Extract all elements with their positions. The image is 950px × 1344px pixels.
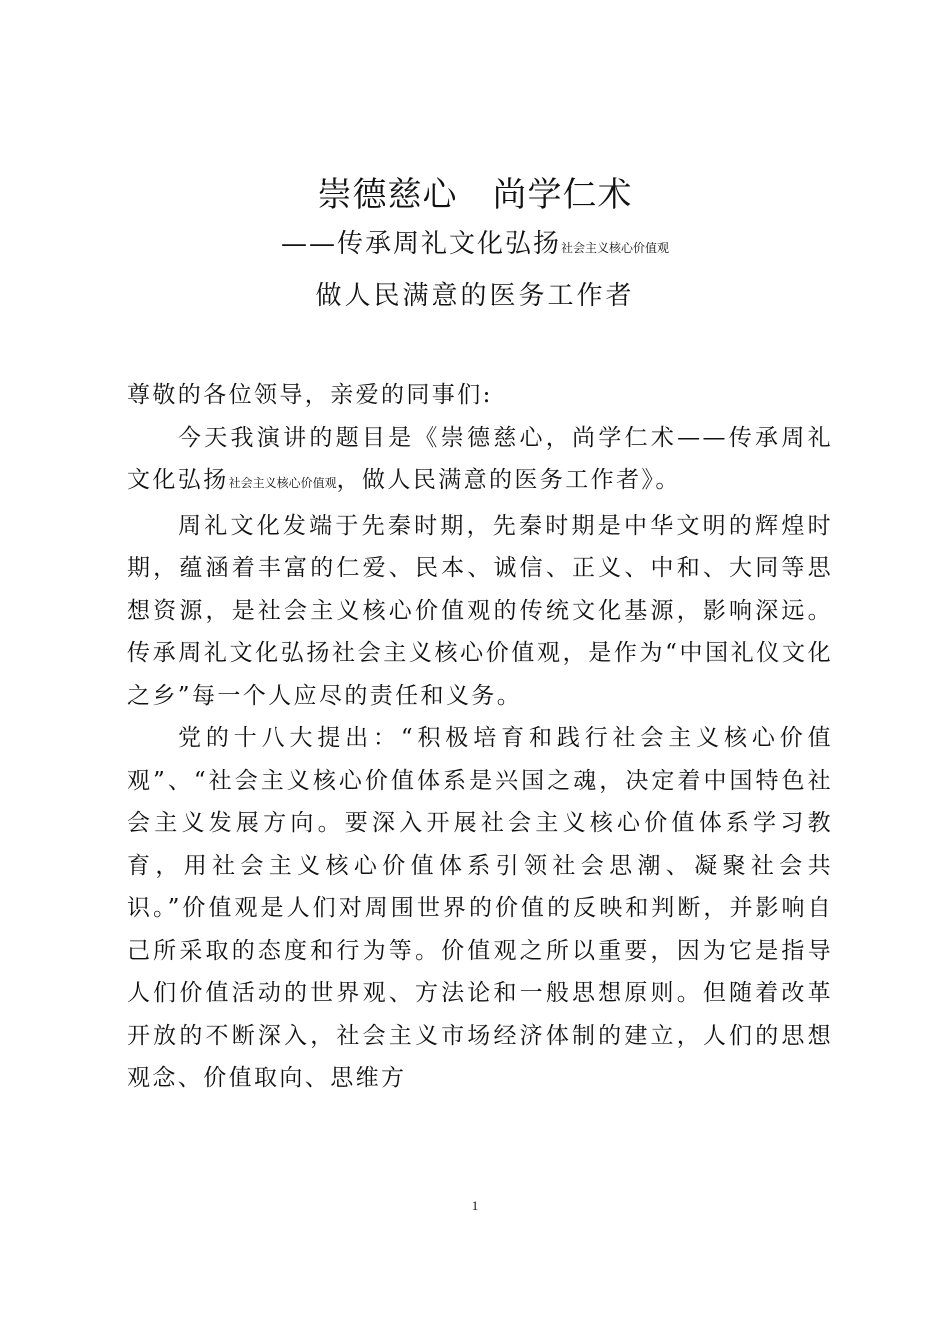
salutation: 尊敬的各位领导，亲爱的同事们:: [127, 382, 493, 408]
subtitle-small-text: 社会主义核心价值观: [561, 241, 670, 255]
paragraph-topic: [127, 417, 833, 505]
document-title: 崇德慈心 尚学仁术: [317, 175, 633, 215]
paragraph-topic-small-text: 社会主义核心价值观: [228, 476, 337, 490]
paragraph-topic-part1: 今天我演讲的题目是《崇德慈心，尚学仁术——传承周礼文化弘扬: [127, 424, 833, 493]
paragraph-eighteenth-congress: 党的十八大提出：“积极培育和践行社会主义核心价值观”、“社会主义核心价值体系是兴国之魂，决定着中国特色社会主义发展方向。要深入开展社会主义核心价值体系学习教育，用社会主义核心价值体系引领社会思潮、凝聚社会共识。”价值观是人们对周围世界的价值的反映和判断，并影响自己所采取的态度和行为等。价值观之所以重要，因为它是指导人们价值活动的世界观、方法论和一般思想原则。但随着改革开放的不断深入，社会主义市场经济体制的建立，人们的思想观念、价值取向、思维方: [127, 725, 833, 1091]
paragraph-zhou-rites: 周礼文化发端于先秦时期，先秦时期是中华文明的辉煌时期，蕴涵着丰富的仁爱、民本、诚信、正义、中和、大同等思想资源，是社会主义核心价值观的传统文化基源，影响深远。传承周礼文化弘扬社会主义核心价值观，是作为“中国礼仪文化之乡”每一个人应尽的责任和义务。: [127, 512, 833, 709]
document-body: [127, 374, 833, 1100]
document-subtitle-line2: 做人民满意的医务工作者: [315, 281, 635, 311]
page-number: 1: [471, 1198, 479, 1213]
document-subtitle: [0, 224, 950, 268]
paragraph-topic-part2: ，做人民满意的医务工作者》。: [336, 467, 681, 493]
subtitle-prefix: ——传承周礼文化弘扬: [280, 229, 561, 259]
